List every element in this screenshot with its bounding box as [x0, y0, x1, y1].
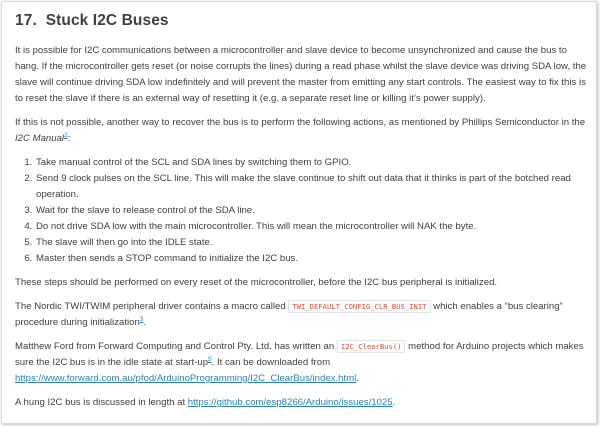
arduino-text-middle: method for Arduino projects which makes sure the I2C bus is in the idle state at start-up: [15, 341, 584, 368]
list-item: 5. The slave will then go into the IDLE state.: [35, 235, 587, 251]
arduino-text-after: . It can be downloaded from: [211, 357, 331, 368]
hung-bus-paragraph: [15, 395, 587, 411]
nordic-text-before: The Nordic TWI/TWIM peripheral driver contains a macro called: [15, 301, 289, 312]
nordic-text-after: which enables a “bus clearing” procedure during initialization: [15, 301, 563, 328]
list-item: 3. Wait for the slave to release control of the SDA line.: [35, 203, 587, 219]
recovery-colon: :: [67, 133, 71, 144]
hung-text-before: A hung I2C bus is discussed in length at: [15, 397, 188, 408]
nordic-macro-code: TWI_DEFAULT_CONFIG_CLR_BUS_INIT: [288, 300, 430, 313]
footnote-link-3[interactable]: 3: [139, 315, 144, 323]
list-item: 2. Send 9 clock pulses on the SCL line. This will make the slave continue to shift out data that it thinks is part of the botched read operation.: [35, 171, 587, 203]
intro-paragraph: It is possible for I2C communications between a microcontroller and slave device to become unsynchronized and cause the bus to hang. If the microcontroller gets reset (or noise corrupts the lines) during a read phase whilst the slave device was driving SDA low, the slave will continue driving SDA low indefinitely and will prevent the master from emitting any start controls. The easiest way to fix this is to reset the slave if there is an external way of resetting it (e.g. a separate reset line or killing it’s power supply).: [15, 45, 587, 104]
list-item: 1. Take manual control of the SCL and SDA lines by switching them to GPIO.: [35, 155, 587, 171]
nordic-period: .: [143, 317, 147, 328]
list-item: 6. Master then sends a STOP command to initialize the I2C bus.: [35, 251, 587, 267]
recovery-steps-list: [15, 155, 587, 267]
arduino-period: .: [356, 373, 359, 384]
recovery-paragraph: [15, 115, 587, 147]
section-number: 17.: [15, 12, 37, 29]
arduino-text-before: Matthew Ford from Forward Computing and Control Pty. Ltd. has written an: [15, 341, 337, 352]
footnote-link-2[interactable]: 2: [64, 131, 68, 139]
i2c-manual-title: I2C Manual: [15, 133, 65, 144]
nordic-paragraph: [15, 299, 587, 331]
github-issue-link[interactable]: https://github.com/esp8266/Arduino/issues/1025: [187, 397, 393, 408]
document-page: [1, 1, 597, 424]
recovery-text: If this is not possible, another way to recover the bus is to perform the following actions, as mentioned by Phillips Semiconductor in the: [15, 117, 586, 128]
arduino-download-link[interactable]: https://www.forward.com.au/pfod/ArduinoProgramming/I2C_ClearBus/index.html: [15, 373, 357, 384]
list-item: 4. Do not drive SDA low with the main microcontroller. This will mean the microcontroller will NAK the byte.: [35, 219, 587, 235]
arduino-method-code: I2C_ClearBus(): [337, 340, 406, 353]
arduino-paragraph: [15, 339, 587, 387]
footnote-link-5[interactable]: 5: [208, 355, 212, 363]
hung-period: .: [392, 397, 396, 408]
note-paragraph: These steps should be performed on every reset of the microcontroller, before the I2C bus peripheral is initialized.: [15, 277, 498, 288]
section-content: [15, 2, 587, 411]
section-heading: [15, 11, 587, 31]
section-title: Stuck I2C Buses: [45, 12, 169, 29]
